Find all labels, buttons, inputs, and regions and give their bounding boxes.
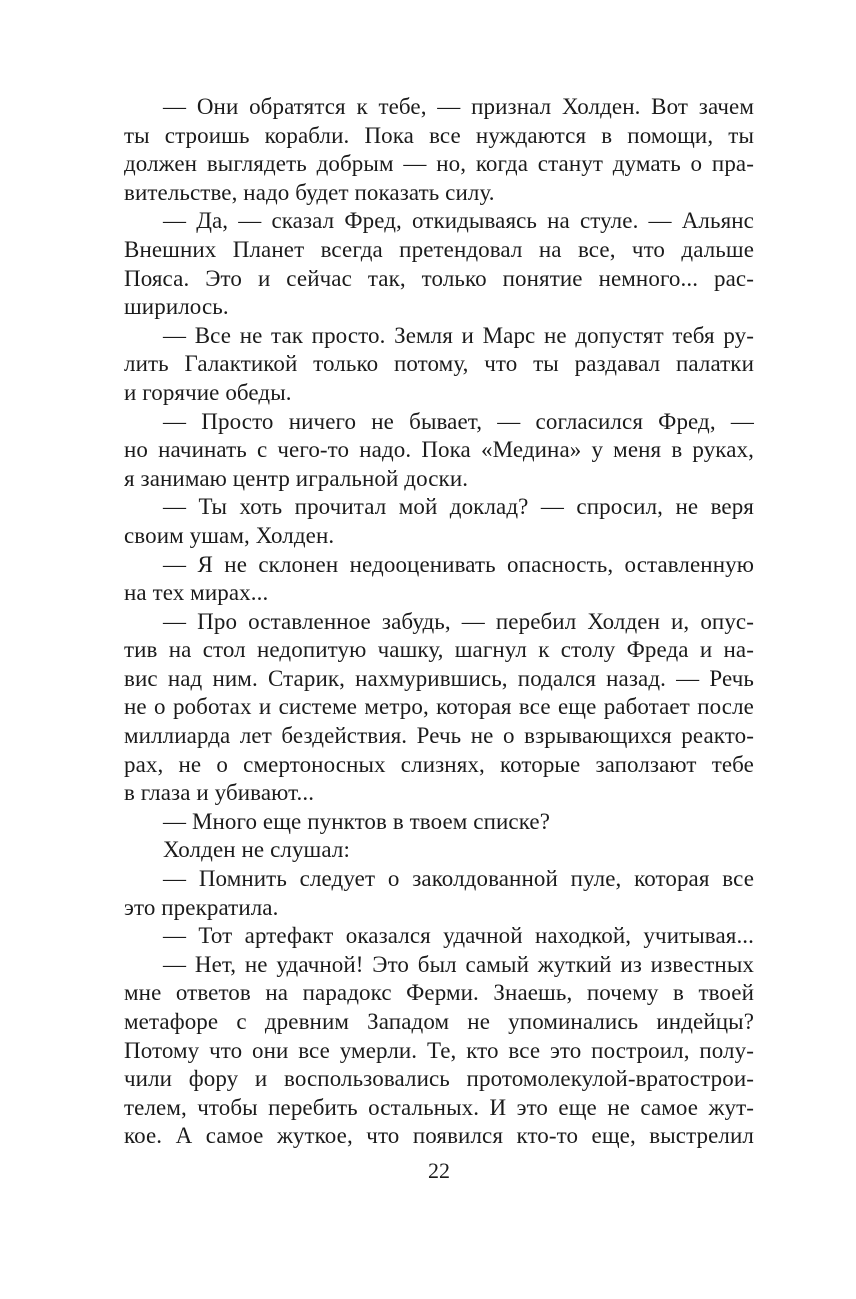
text-line: — Я не склонен недооценивать опасность, оставленную [163,551,754,577]
text-line: — Они обратятся к тебе, — признал Холден. Вот зачем [163,94,754,119]
text-line: ширилось. [124,294,229,320]
text-line: лить Галактикой только потому, что ты раздавал палатки [124,351,754,377]
text-line: — Нет, не удачной! Это был самый жуткий из известных [163,951,754,977]
text-line: и горячие обеды. [124,379,292,405]
text-line: но начинать с чего-то надо. Пока «Медина» у меня в руках, [124,437,754,463]
text-line: я занимаю центр игральной доски. [124,465,469,491]
text-line: в глаза и убивают... [124,780,315,806]
text-line: на тех мирах... [124,580,269,606]
text-line: тив на стол недопитую чашку, шагнул к столу Фреда и на- [124,637,754,663]
text-line: телем, чтобы перебить остальных. И это еще не самое жут- [124,1094,754,1120]
text-line: мне ответов на парадокс Ферми. Знаешь, почему в твоей [124,980,754,1006]
text-block [124,93,754,1151]
text-line: Холден не слушал: [163,837,350,863]
text-line: — Помнить следует о заколдованной пуле, которая все [163,866,754,892]
text-line: это прекратила. [124,894,279,920]
text-line: ты строишь корабли. Пока все нуждаются в помощи, ты [124,122,754,148]
text-line: — Да, — сказал Фред, откидываясь на стуле. — Альянс [163,208,754,234]
text-line: — Просто ничего не бывает, — согласился Фред, — [163,408,754,434]
text-line: должен выглядеть добрым — но, когда станут думать о пра- [124,151,754,177]
text-line: вительстве, надо будет показать силу. [124,179,495,205]
text-line: чили фору и воспользовались протомолекулой-вратострои- [124,1066,754,1092]
text-line: — Ты хоть прочитал мой доклад? — спросил, не веря [163,494,754,520]
text-line: миллиарда лет бездействия. Речь не о взрывающихся реакто- [124,723,754,749]
text-line: рах, не о смертоносных слизнях, которые заползают тебе [124,751,754,777]
page-number: 22 [428,1158,450,1183]
text-line: вис над ним. Старик, нахмурившись, подался назад. — Речь [124,665,754,691]
text-line: Потому что они все умерли. Те, кто все это построил, полу- [124,1037,754,1063]
text-line: не о роботах и системе метро, которая все еще работает после [124,694,754,720]
text-line: — Много еще пунктов в твоем списке? [163,808,551,834]
text-line: Пояса. Это и сейчас так, только понятие немного... рас- [124,265,754,291]
text-line: — Все не так просто. Земля и Марс не допустят тебя ру- [163,322,754,348]
text-line: кое. А самое жуткое, что появился кто-то еще, выстрелил [124,1123,754,1149]
text-line: — Про оставленное забудь, — перебил Холден и, опус- [163,608,754,634]
text-line: Внешних Планет всегда претендовал на все, что дальше [124,236,754,262]
text-line: метафоре с древним Западом не упоминались индейцы? [124,1009,754,1034]
text-line: своим ушам, Холден. [124,522,335,548]
text-line: — Тот артефакт оказался удачной находкой, учитывая... [163,923,754,949]
